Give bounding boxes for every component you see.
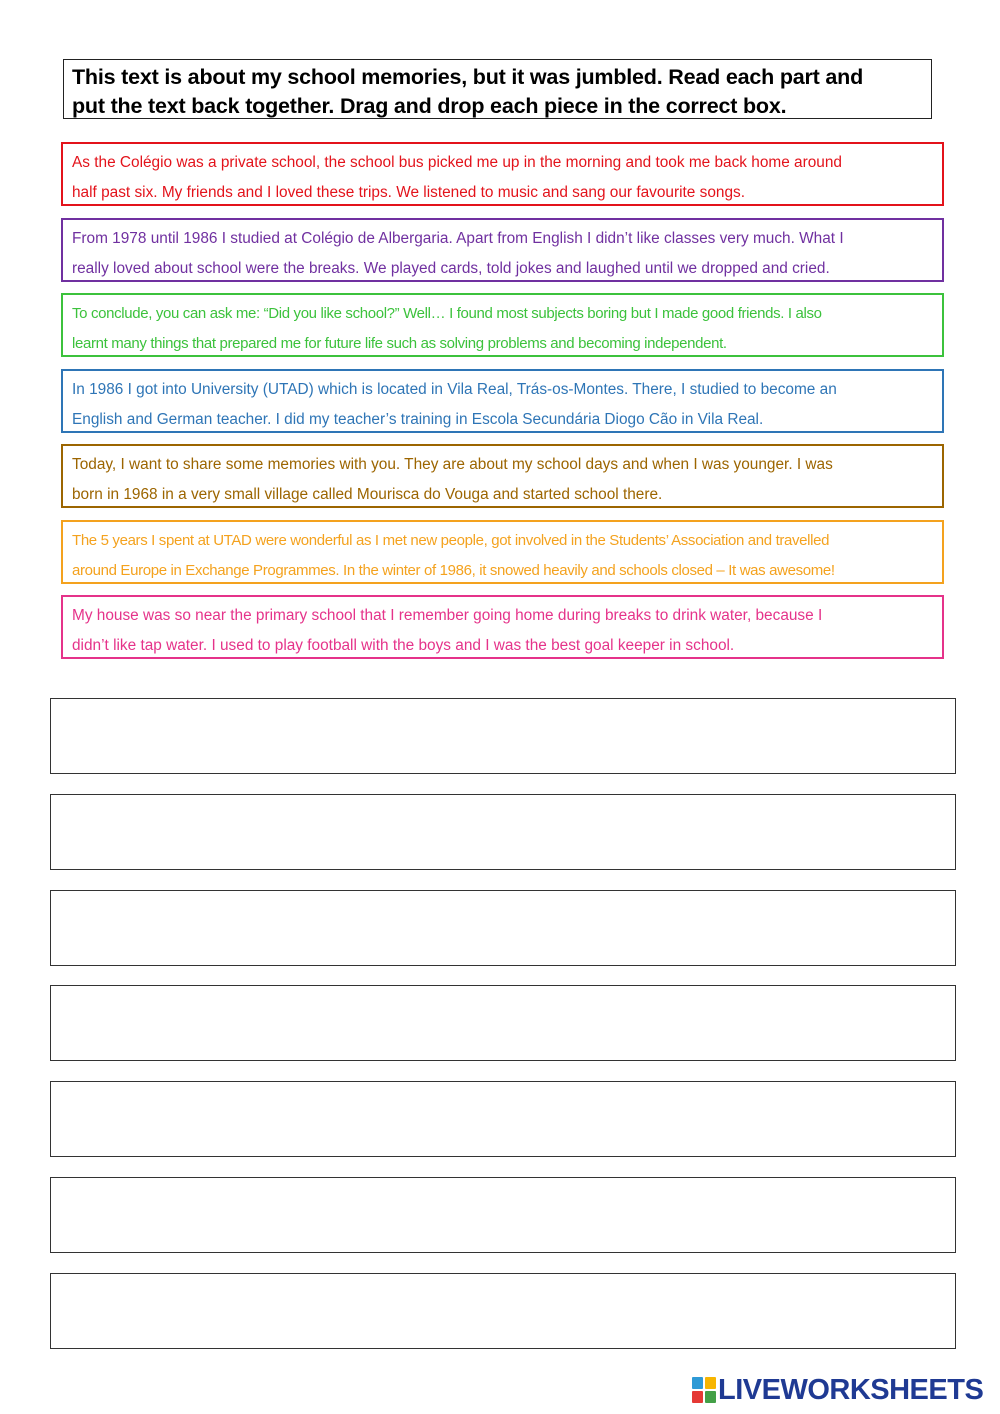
piece-line-1: As the Colégio was a private school, the school bus picked me up in the morning and took me back home around — [72, 154, 842, 171]
drop-box-7[interactable] — [50, 1273, 956, 1349]
piece-line-2: around Europe in Exchange Programmes. In the winter of 1986, it snowed heavily and schools closed – It was awesome! — [72, 562, 835, 579]
piece-line-2: English and German teacher. I did my teacher’s training in Escola Secundária Diogo Cão in Vila Real. — [72, 411, 764, 428]
piece-line-2: didn’t like tap water. I used to play football with the boys and I was the best goal keeper in school. — [72, 637, 735, 654]
instructions-box — [63, 59, 932, 119]
piece-line-1: My house was so near the primary school that I remember going home during breaks to drink water, because I — [72, 607, 823, 624]
draggable-piece-1[interactable] — [61, 142, 944, 206]
drop-box-3[interactable] — [50, 890, 956, 966]
draggable-piece-5[interactable] — [61, 444, 944, 508]
piece-line-1: In 1986 I got into University (UTAD) which is located in Vila Real, Trás-os-Montes. There, I studied to become an — [72, 381, 837, 398]
piece-line-1: To conclude, you can ask me: “Did you like school?” Well… I found most subjects boring but I made good friends. I also — [72, 305, 822, 322]
piece-line-2: half past six. My friends and I loved these trips. We listened to music and sang our favourite songs. — [72, 184, 745, 201]
instructions-line-1: This text is about my school memories, but it was jumbled. Read each part and — [72, 65, 864, 89]
piece-line-1: From 1978 until 1986 I studied at Colégio de Albergaria. Apart from English I didn’t like classes very much. What I — [72, 230, 844, 247]
draggable-piece-2[interactable] — [61, 218, 944, 282]
piece-line-2: learnt many things that prepared me for future life such as solving problems and becoming independent. — [72, 335, 727, 352]
drop-box-4[interactable] — [50, 985, 956, 1061]
instructions-line-2: put the text back together. Drag and drop each piece in the correct box. — [72, 94, 787, 118]
draggable-piece-4[interactable] — [61, 369, 944, 433]
drop-box-2[interactable] — [50, 794, 956, 870]
draggable-piece-7[interactable] — [61, 595, 944, 659]
drop-box-5[interactable] — [50, 1081, 956, 1157]
liveworksheets-icon — [692, 1377, 716, 1403]
drop-box-6[interactable] — [50, 1177, 956, 1253]
drop-box-1[interactable] — [50, 698, 956, 774]
draggable-piece-6[interactable] — [61, 520, 944, 584]
piece-line-2: born in 1968 in a very small village called Mourisca do Vouga and started school there. — [72, 486, 663, 503]
piece-line-1: Today, I want to share some memories with you. They are about my school days and when I was younger. I was — [72, 456, 833, 473]
liveworksheets-logo — [692, 1373, 983, 1407]
draggable-piece-3[interactable] — [61, 293, 944, 357]
piece-line-1: The 5 years I spent at UTAD were wonderful as I met new people, got involved in the Students’ Association and travelled — [72, 532, 830, 549]
brand-name: LIVEWORKSHEETS — [718, 1373, 984, 1406]
piece-line-2: really loved about school were the breaks. We played cards, told jokes and laughed until we dropped and cried. — [72, 260, 830, 277]
